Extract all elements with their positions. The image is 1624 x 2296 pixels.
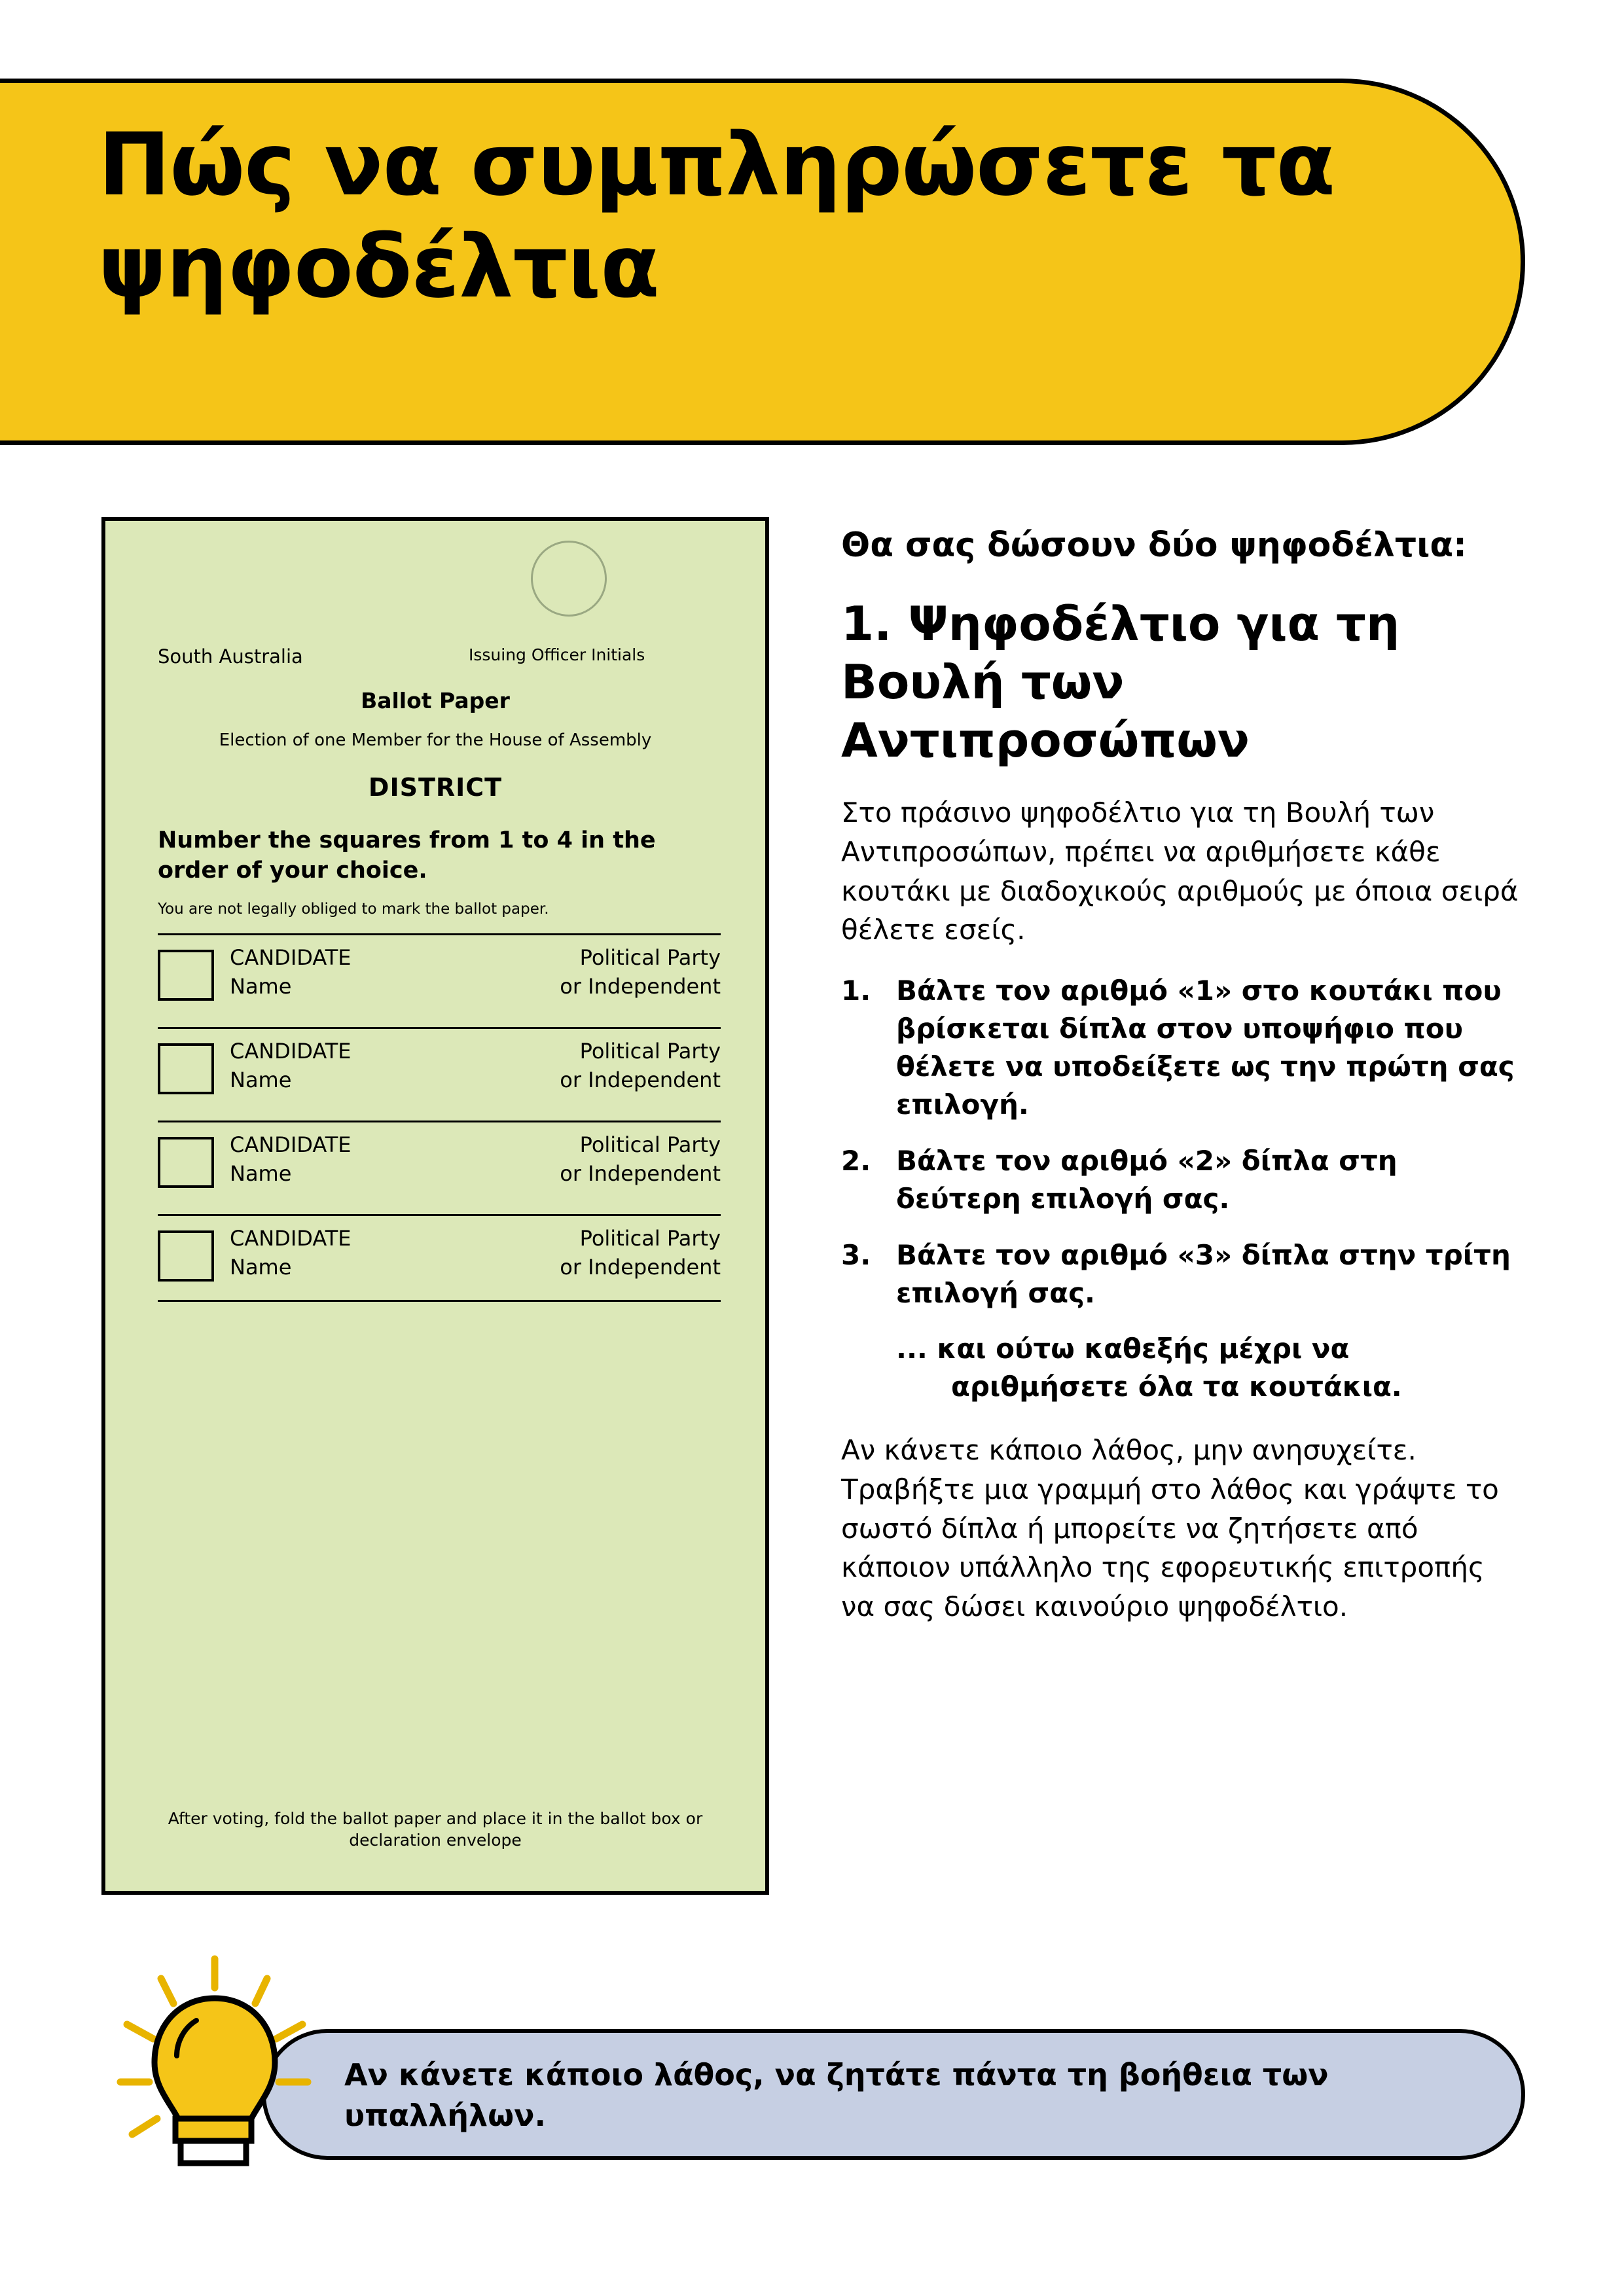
ballot-election-line: Election of one Member for the House of Assembly	[219, 730, 652, 750]
ballot-candidate-party	[560, 1224, 721, 1282]
party-line-1: Political Party	[579, 1132, 721, 1157]
ballot-candidate-row	[158, 1121, 721, 1214]
step-text: Βάλτε τον αριθμό «2» δίπλα στη δεύτερη επιλογή σας.	[896, 1144, 1398, 1215]
candidate-line-2: Name	[230, 1255, 292, 1280]
tip-banner	[262, 2029, 1525, 2160]
ballot-preference-box[interactable]	[158, 1043, 214, 1094]
party-line-2: or Independent	[560, 1067, 721, 1093]
ballot-instruction-text: Number the squares from 1 to 4 in the order of your choice.	[158, 827, 656, 884]
ballot-candidate-name	[230, 1037, 352, 1094]
ballot-candidate-list	[158, 933, 721, 1308]
intro-text: Θα σας δώσουν δύο ψηφοδέλτια:	[841, 526, 1467, 565]
step-number: 2.	[841, 1144, 871, 1177]
paragraph-intro: Στο πράσινο ψηφοδέλτιο για τη Βουλή των Αντιπροσώπων, πρέπει να αριθμήσετε κάθε κουτάκι με διαδοχικούς αριθμούς με όποια σειρά θέλετε εσείς.	[841, 797, 1519, 946]
instructions-column	[841, 524, 1522, 1649]
header-banner	[0, 79, 1525, 445]
section-heading: 1. Ψηφοδέλτιο για τη Βουλή των Αντιπροσώπων	[841, 596, 1400, 768]
ballot-candidate-party	[560, 1130, 721, 1188]
ballot-candidate-name	[230, 1130, 352, 1188]
tip-text: Αν κάνετε κάποιο λάθος, να ζητάτε πάντα τη βοήθεια των υπαλλήλων.	[344, 2057, 1329, 2133]
ballot-candidate-party	[560, 1037, 721, 1094]
list-item	[841, 1236, 1522, 1312]
list-item	[841, 1142, 1522, 1218]
step-text: Βάλτε τον αριθμό «3» δίπλα στην τρίτη επιλογή σας.	[896, 1238, 1511, 1309]
numbering-steps-list	[841, 972, 1522, 1312]
ballot-candidate-party	[560, 943, 721, 1001]
party-line-1: Political Party	[579, 1226, 721, 1251]
ballot-paper-title: Ballot Paper	[361, 688, 510, 713]
party-line-2: or Independent	[560, 1161, 721, 1187]
lightbulb-icon	[98, 1947, 334, 2209]
party-line-1: Political Party	[579, 945, 721, 970]
ballot-issuing-officer-label: Issuing Officer Initials	[469, 645, 645, 664]
ballot-candidate-row	[158, 1027, 721, 1121]
steps-continuation-text: ... και ούτω καθεξής μέχρι να αριθμήσετε όλα τα κουτάκια.	[896, 1333, 1402, 1403]
list-item	[841, 972, 1522, 1124]
ballot-paper-illustration	[101, 517, 769, 1895]
ballot-state-label: South Australia	[158, 645, 303, 668]
step-number: 1.	[841, 974, 871, 1007]
page-title: Πώς να συμπληρώσετε τα ψηφοδέλτια	[98, 115, 1335, 317]
ballot-candidate-row	[158, 933, 721, 1027]
step-number: 3.	[841, 1238, 871, 1271]
candidate-line-2: Name	[230, 974, 292, 999]
officer-initials-circle-icon	[531, 541, 607, 617]
paragraph-mistake: Αν κάνετε κάποιο λάθος, μην ανησυχείτε. Τραβήξτε μια γραμμή στο λάθος και γράψτε το σωστό δίπλα ή μπορείτε να ζητήσετε από κάποιον υπάλληλο της εφορευτικής επιτροπής να σας δώσει καινούριο ψηφοδέλτιο.	[841, 1434, 1499, 1623]
ballot-legal-note: You are not legally obliged to mark the ballot paper.	[158, 901, 549, 918]
candidate-line-2: Name	[230, 1067, 292, 1093]
ballot-candidate-name	[230, 1224, 352, 1282]
ballot-candidate-name	[230, 943, 352, 1001]
step-text: Βάλτε τον αριθμό «1» στο κουτάκι που βρίσκεται δίπλα στον υποψήφιο που θέλετε να υποδείξετε ως την πρώτη σας επιλογή.	[896, 974, 1515, 1121]
party-line-2: or Independent	[560, 1255, 721, 1280]
candidate-line-1: CANDIDATE	[230, 1039, 352, 1064]
ballot-footer-note: After voting, fold the ballot paper and place it in the ballot box or declaration envelope	[168, 1808, 703, 1850]
candidate-line-2: Name	[230, 1161, 292, 1187]
ballot-district-label: DISTRICT	[368, 773, 503, 802]
party-line-2: or Independent	[560, 974, 721, 999]
ballot-preference-box[interactable]	[158, 1230, 214, 1282]
ballot-list-bottom-rule	[158, 1300, 721, 1302]
ballot-preference-box[interactable]	[158, 950, 214, 1001]
ballot-candidate-row	[158, 1214, 721, 1308]
ballot-preference-box[interactable]	[158, 1137, 214, 1188]
party-line-1: Political Party	[579, 1039, 721, 1064]
candidate-line-1: CANDIDATE	[230, 1226, 352, 1251]
candidate-line-1: CANDIDATE	[230, 945, 352, 970]
candidate-line-1: CANDIDATE	[230, 1132, 352, 1157]
